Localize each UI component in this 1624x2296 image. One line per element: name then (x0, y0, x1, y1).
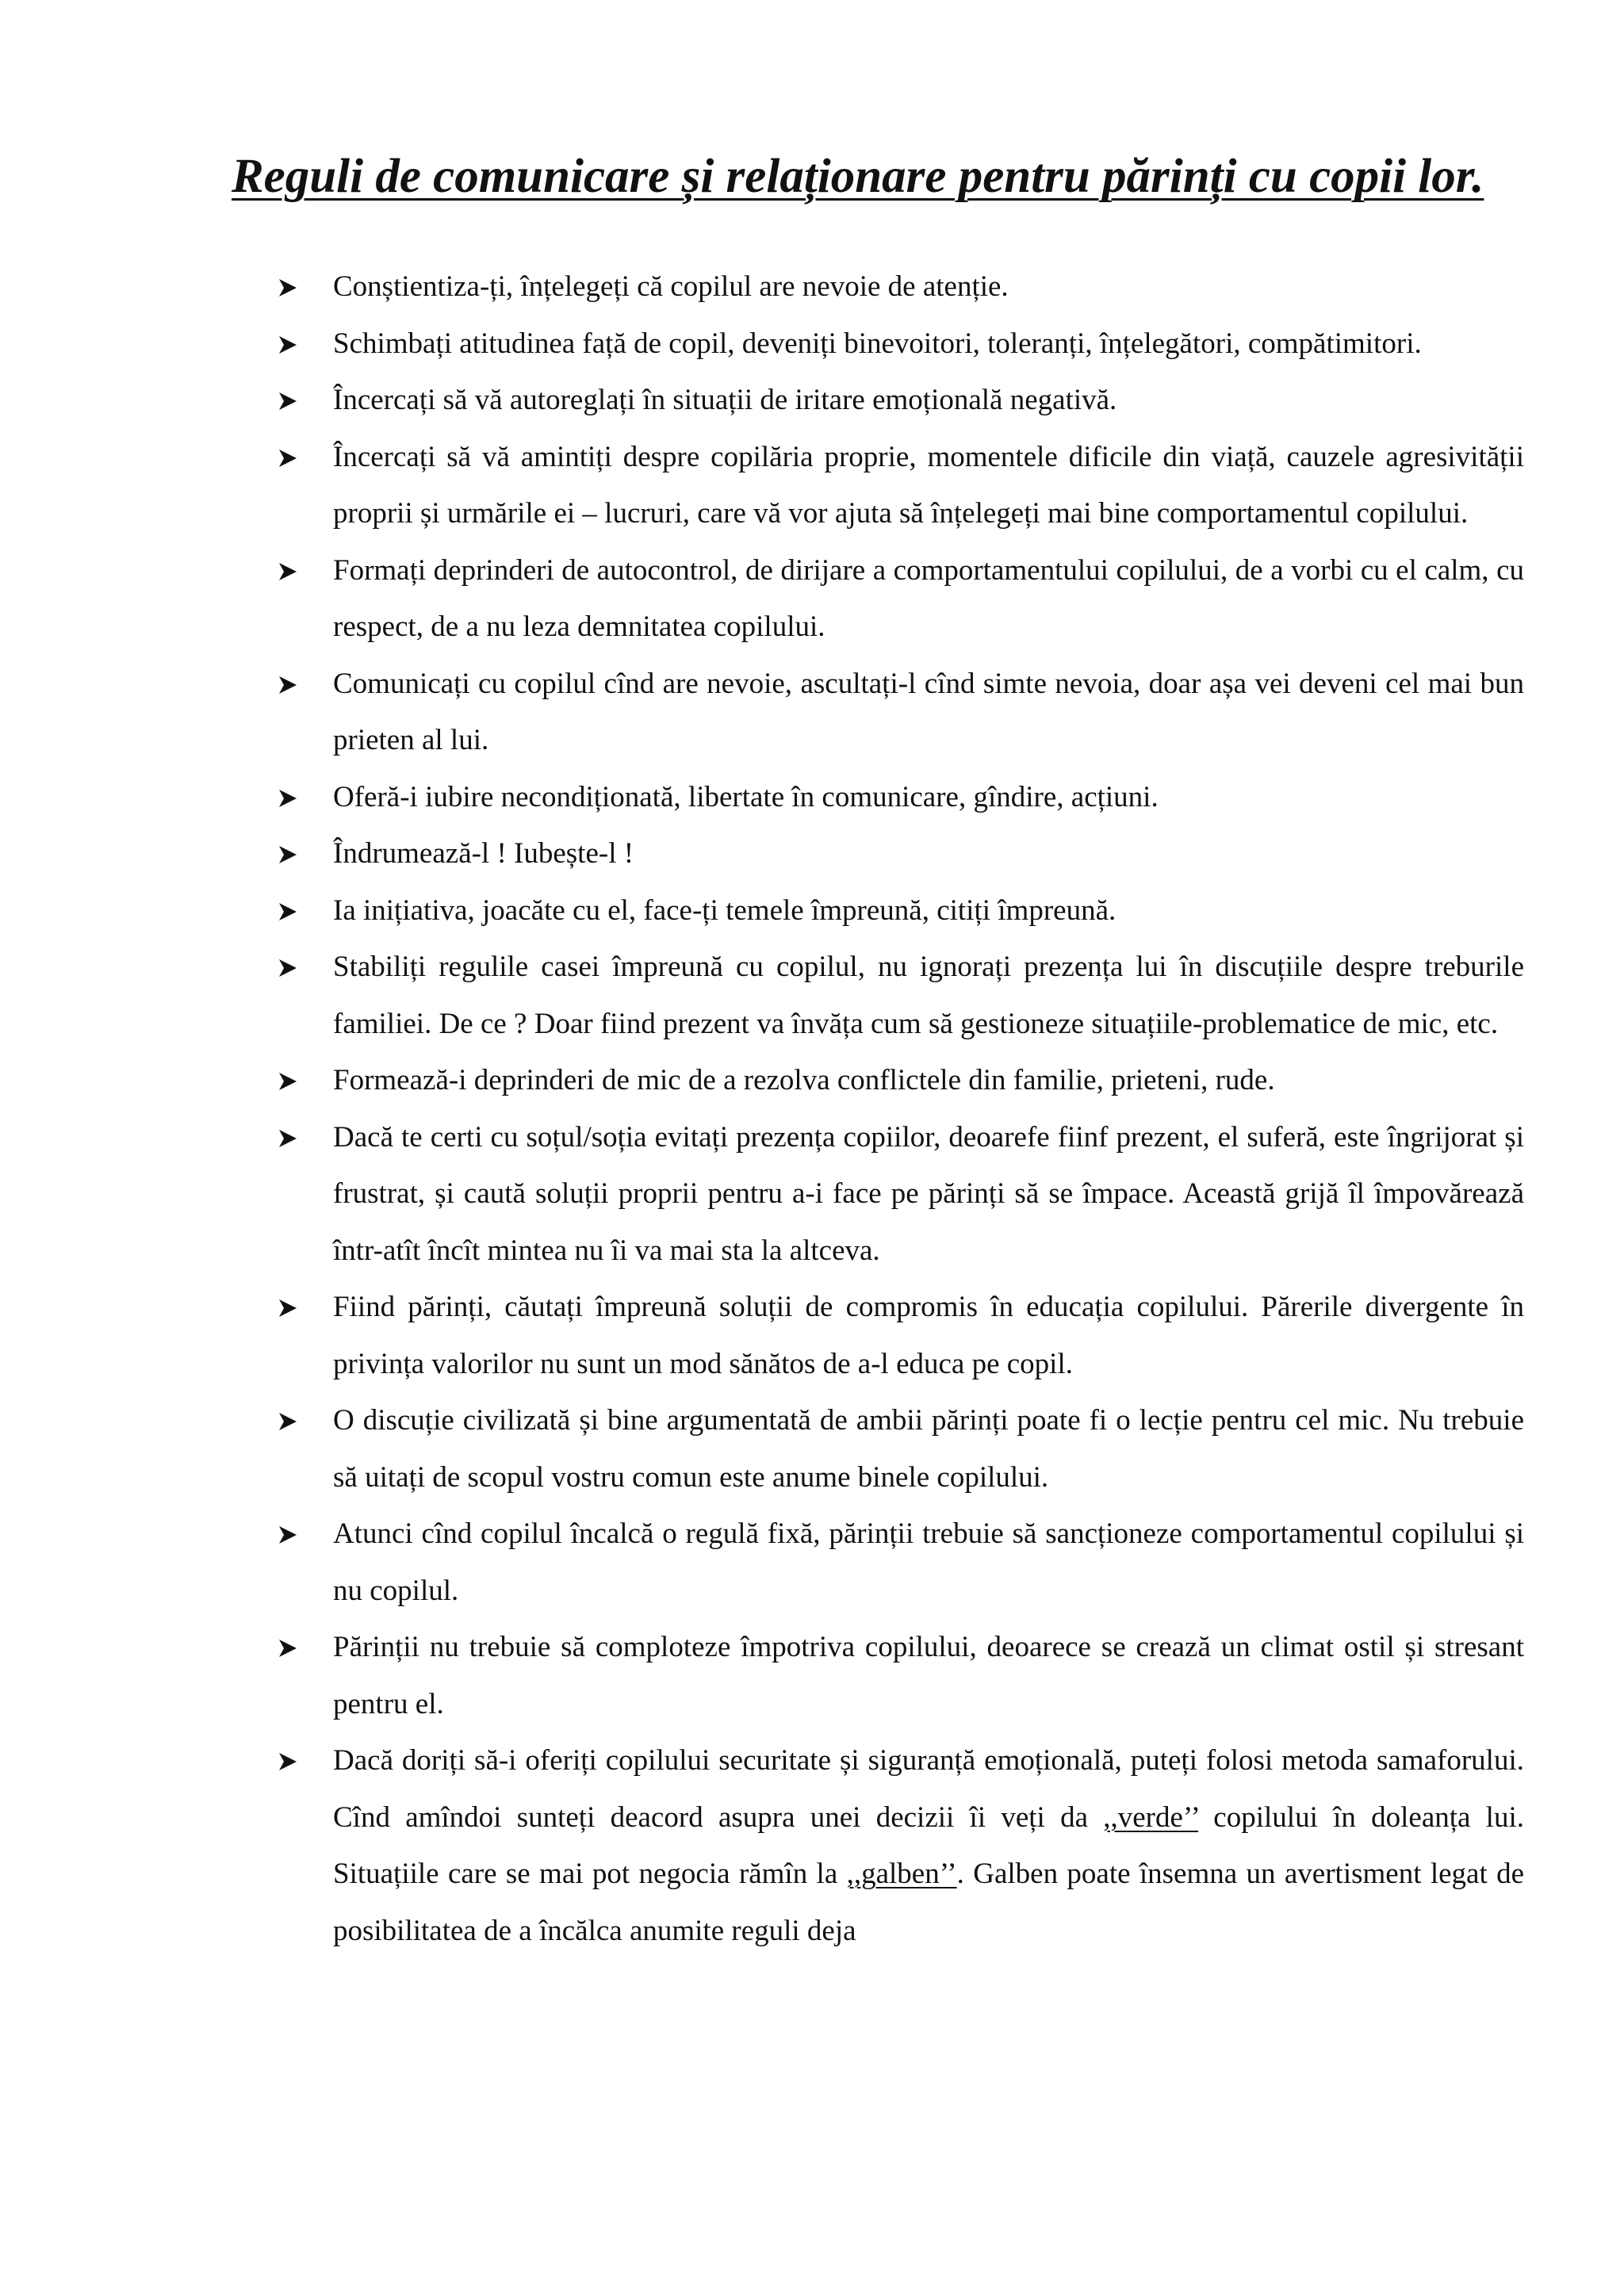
rule-text: Formați deprinderi de autocontrol, de dirijare a comportamentului copilului, de a vorbi cu el calm, cu respect, de a nu leza demnitatea copilului. (333, 553, 1524, 643)
arrowhead-bullet-icon (278, 277, 298, 298)
rule-item (278, 372, 1524, 429)
rule-item (278, 542, 1524, 656)
rule-item (278, 1392, 1524, 1506)
rule-item (278, 429, 1524, 542)
rule-item (278, 316, 1524, 373)
arrowhead-bullet-icon (278, 561, 298, 582)
arrowhead-bullet-icon (278, 1411, 298, 1432)
rule-text: Oferă-i iubire necondiționată, libertate în comunicare, gîndire, acțiuni. (333, 780, 1159, 813)
rule-text: Încercați să vă autoreglați în situații de iritare emoțională negativă. (333, 384, 1117, 416)
arrowhead-bullet-icon (278, 1298, 298, 1318)
rule-text: Dacă doriți să-i oferiți copilului securitate și siguranță emoțională, puteți folosi metoda samaforului. Cînd amîndoi sunteți deacord asupra unei decizii îi veți da (333, 1744, 1524, 1834)
arrowhead-bullet-icon (278, 788, 298, 809)
rule-text: O discuție civilizată și bine argumentată de ambii părinți poate fi o lecție pentru cel mic. Nu trebuie să uitați de scopul vostru comun este anume binele copilului. (333, 1404, 1524, 1494)
verde-term: ,,verde’’ (1103, 1800, 1199, 1834)
rule-item (278, 825, 1524, 882)
rule-item (278, 1109, 1524, 1280)
arrowhead-bullet-icon (278, 335, 298, 355)
rule-text: Părinții nu trebuie să comploteze împotriva copilului, deoarece se crează un climat ostil și stresant pentru el. (333, 1631, 1524, 1720)
rule-text: Stabiliți regulile casei împreună cu copilul, nu ignorați prezența lui în discuțiile despre treburile familiei. De ce ? Doar fiind prezent va învăța cum să gestioneze situațiile-problematice de mic, etc. (333, 951, 1524, 1040)
galben-term: ,,galben’’ (846, 1858, 957, 1890)
rule-item (278, 882, 1524, 939)
arrowhead-bullet-icon (278, 1638, 298, 1659)
rule-text: Atunci cînd copilul încalcă o regulă fixă, părinții trebuie să sancționeze comportamentul copilului și nu copilul. (333, 1517, 1524, 1607)
rule-item (278, 1506, 1524, 1619)
arrowhead-bullet-icon (278, 1071, 298, 1092)
page-title: Reguli de comunicare și relaționare pentru părinți cu copii lor. (232, 150, 1484, 203)
rule-item (278, 1732, 1524, 1959)
rule-text: Ia inițiativa, joacăte cu el, face-ți temele împreună, citiți împreună. (333, 894, 1116, 927)
rule-item (278, 1279, 1524, 1392)
arrowhead-bullet-icon (278, 391, 298, 411)
arrowhead-bullet-icon (278, 1525, 298, 1545)
arrowhead-bullet-icon (278, 448, 298, 469)
rule-item (278, 939, 1524, 1052)
rule-text: Conștientiza-ți, înțelegeți că copilul are nevoie de atenție. (333, 270, 1009, 303)
rule-text: Dacă te certi cu soțul/soția evitați prezența copiilor, deoarefe fiinf prezent, el suferă, este îngrijorat și frustrat, și caută soluții proprii pentru a-i face pe părinți să se împace. Această grijă îl împovărează într-atît încît mintea nu îi va mai sta la altceva. (333, 1120, 1524, 1267)
rules-list (278, 258, 1524, 1959)
rule-item (278, 769, 1524, 826)
rule-item (278, 258, 1524, 316)
rule-text: Formează-i deprinderi de mic de a rezolva conflictele din familie, prieteni, rude. (333, 1064, 1275, 1096)
rule-text: Îndrumează-l ! Iubește-l ! (333, 837, 634, 870)
rule-item (278, 656, 1524, 769)
arrowhead-bullet-icon (278, 1128, 298, 1149)
rule-item (278, 1052, 1524, 1109)
rule-text: Încercați să vă amintiți despre copilăria proprie, momentele dificile din viață, cauzele agresivității proprii și urmările ei – lucruri, care vă vor ajuta să înțelegeți mai bine comportamentul copilului. (333, 440, 1524, 530)
rule-text: copilului în doleanța lui. Situațiile care se mai pot negocia rămîn la (333, 1800, 1524, 1890)
rule-item (278, 1619, 1524, 1732)
arrowhead-bullet-icon (278, 844, 298, 865)
arrowhead-bullet-icon (278, 1751, 298, 1772)
arrowhead-bullet-icon (278, 901, 298, 922)
rule-text: Fiind părinți, căutați împreună soluții de compromis în educația copilului. Părerile divergente în privința valorilor nu sunt un mod sănătos de a-l educa pe copil. (333, 1291, 1524, 1380)
arrowhead-bullet-icon (278, 675, 298, 695)
rule-text: Comunicați cu copilul cînd are nevoie, ascultați-l cînd simte nevoia, doar așa vei deveni cel mai bun prieten al lui. (333, 667, 1524, 756)
rule-text: . Galben poate însemna un avertisment legat de posibilitatea de a încălca anumite reguli deja (333, 1858, 1524, 1947)
arrowhead-bullet-icon (278, 958, 298, 978)
rule-text: Schimbați atitudinea față de copil, deveniți binevoitori, toleranți, înțelegători, compătimitori. (333, 327, 1422, 360)
